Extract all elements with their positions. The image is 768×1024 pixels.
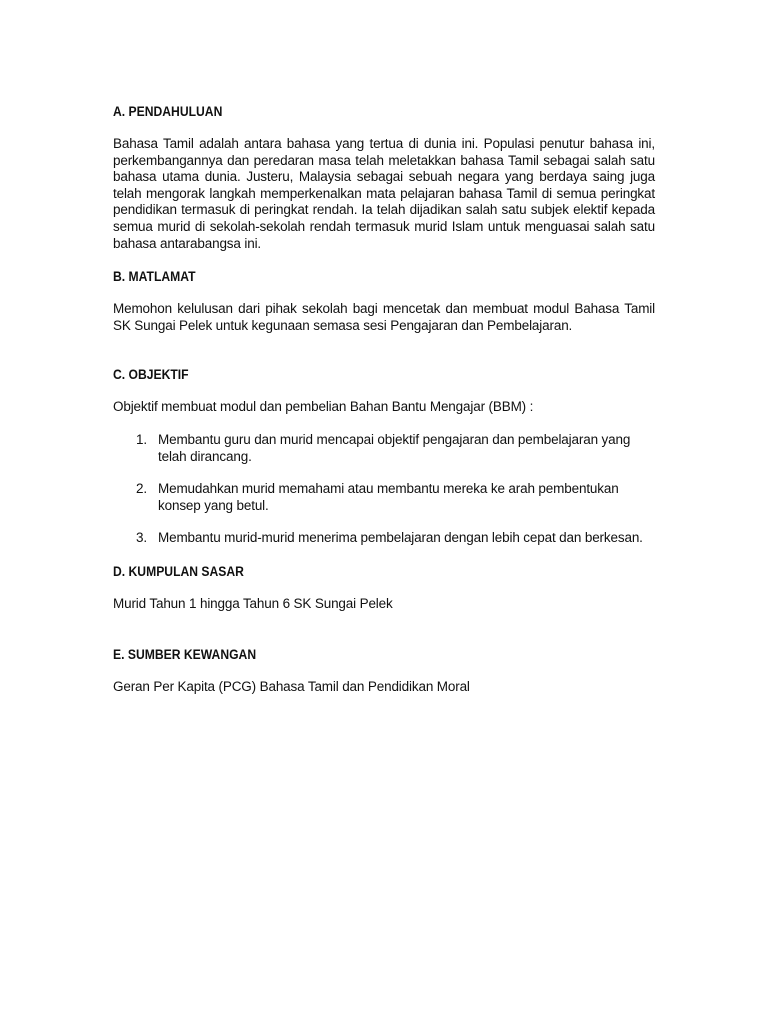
list-item-text: Memudahkan murid memahami atau membantu mereka ke arah pembentukan konsep yang betul.: [158, 481, 619, 513]
section-d-paragraph: Murid Tahun 1 hingga Tahun 6 SK Sungai Pelek: [113, 595, 393, 611]
list-number: 3.: [136, 530, 147, 546]
section-d-heading: D. KUMPULAN SASAR: [113, 563, 244, 579]
section-c-intro: Objektif membuat modul dan pembelian Bahan Bantu Mengajar (BBM) :: [113, 399, 534, 415]
section-e-heading: E. SUMBER KEWANGAN: [113, 646, 257, 662]
section-e-paragraph: Geran Per Kapita (PCG) Bahasa Tamil dan Pendidikan Moral: [113, 678, 470, 694]
section-a-heading: A. PENDAHULUAN: [113, 104, 223, 119]
section-a-paragraph: Bahasa Tamil adalah antara bahasa yang tertua di dunia ini. Populasi penutur bahasa ini, perkembangannya dan peredaran masa telah meletakkan bahasa Tamil sebagai salah satu bahasa utama dunia. Justeru, Malaysia sebagai sebuah negara yang berdaya saing juga telah mengorak langkah memperkenalkan mata pelajaran bahasa Tamil di semua peringkat pendidikan termasuk di peringkat rendah. Ia telah dijadikan salah satu subjek elektif kepada semua murid di sekolah-sekolah rendah termasuk murid Islam untuk menguasai salah satu bahasa antarabangsa ini.: [113, 136, 655, 251]
list-item: [113, 432, 655, 465]
list-item-text: Membantu guru dan murid mencapai objektif pengajaran dan pembelajaran yang telah dirancang.: [158, 431, 631, 464]
section-c-heading: C. OBJEKTIF: [113, 367, 189, 383]
section-b-heading: B. MATLAMAT: [113, 269, 196, 285]
list-item: [113, 481, 655, 514]
objective-list: [113, 432, 655, 547]
section-b-paragraph: Memohon kelulusan dari pihak sekolah bagi mencetak dan membuat modul Bahasa Tamil SK Sungai Pelek untuk kegunaan semasa sesi Pengajaran dan Pembelajaran.: [113, 301, 655, 333]
list-item: [113, 530, 655, 547]
list-number: 2.: [136, 481, 147, 497]
document-page: [113, 103, 655, 695]
list-number: 1.: [136, 431, 147, 447]
list-item-text: Membantu murid-murid menerima pembelajaran dengan lebih cepat dan berkesan.: [158, 530, 643, 546]
